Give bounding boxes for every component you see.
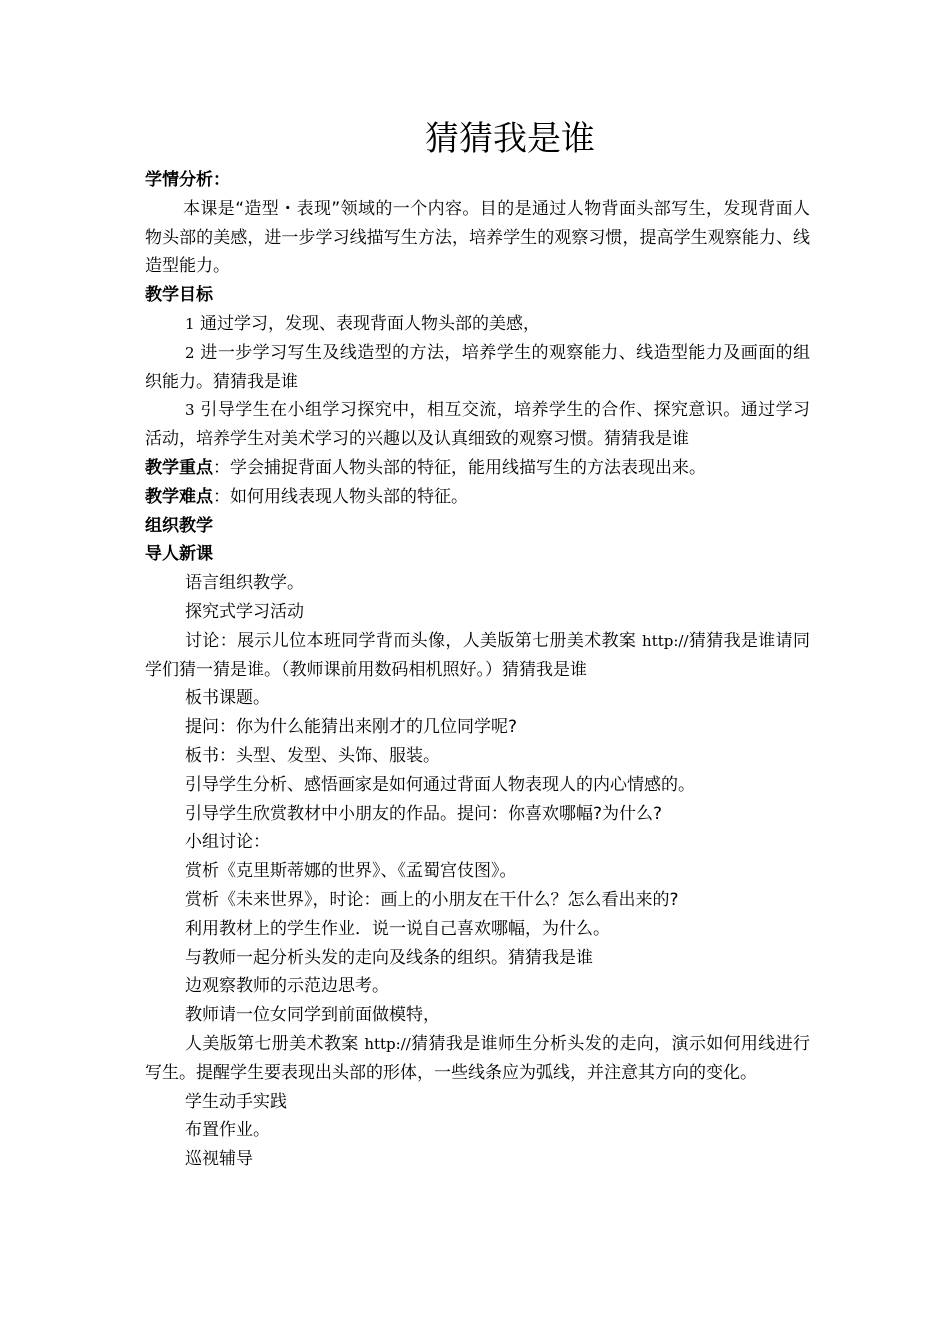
body-line: 小组讨论：: [185, 832, 270, 853]
objective-number: 2: [185, 343, 195, 362]
objective-number: 3: [185, 401, 195, 420]
section-heading-intro: 导人新课: [145, 544, 213, 565]
objective-item: [145, 396, 810, 454]
body-text: 猜猜我是谁请同学们猜一猜是谁。（教师课前用数码相机照好。）猜猜我是谁: [145, 630, 811, 680]
body-line: 利用教材上的学生作业．说一说自己喜欢哪幅，为什么。: [185, 918, 610, 939]
body-line: 巡视辅导: [185, 1149, 253, 1170]
objective-text: 通过学习，发现、表现背面人物头部的美感，: [199, 313, 540, 334]
key-point-label: 教学重点: [145, 457, 213, 478]
body-line: 板书：头型、发型、头饰、服装。: [185, 745, 440, 766]
body-line: 赏析《未来世界》，时论：画上的小朋友在干什么？怎么看出来的?: [185, 889, 679, 910]
section-heading-organize: 组织教学: [145, 515, 213, 536]
body-line: 语言组织教学。: [185, 573, 304, 594]
body-line: [145, 1030, 810, 1088]
body-text: 猜猜我是谁师生分析头发的走向，演示如何用线进行写生。提醒学生要表现出头部的形体，一些线条应为弧线，并注意其方向的变化。: [145, 1033, 811, 1083]
document-body: [145, 166, 810, 1174]
section-heading-objectives: 教学目标: [145, 285, 213, 306]
objective-number: 1: [185, 314, 195, 333]
body-line: 与教师一起分析头发的走向及线条的组织。猜猜我是谁: [185, 947, 593, 968]
objective-text: 引导学生在小组学习探究中，相互交流，培养学生的合作、探究意识。通过学习活动，培养学生对美术学习的兴趣以及认真细致的观察习惯。猜猜我是谁: [145, 400, 811, 450]
url-text: http://: [642, 631, 689, 650]
body-line: 边观察教师的示范边思考。: [185, 976, 389, 997]
objective-text: 进一步学习写生及线造型的方法，培养学生的观察能力、线造型能力及画面的组织能力。猜猜我是谁: [145, 342, 811, 392]
body-text: 讨论：展示儿位本班同学背而头像，人美版第七册美术教案: [185, 630, 637, 651]
difficulty-line: [145, 483, 810, 512]
section-heading-analysis: 学情分析：: [145, 170, 230, 190]
body-line: [145, 627, 810, 685]
body-line: 提问：你为什么能猜出来刚才的几位同学呢?: [185, 717, 518, 738]
body-line: 板书课题。: [185, 688, 270, 709]
difficulty-label: 教学难点: [145, 486, 213, 507]
objective-item: [145, 310, 810, 339]
body-line: 引导学生欣赏教材中小朋友的作品。提问：你喜欢哪幅?为什么?: [185, 803, 663, 824]
body-text: 人美版第七册美术教案: [185, 1033, 359, 1054]
key-point-text: ：学会捕捉背面人物头部的特征，能用线描写生的方法表现出来。: [213, 457, 706, 478]
page-title: 猜猜我是谁: [425, 119, 595, 159]
objective-item: [145, 339, 810, 397]
url-text: http://: [364, 1034, 411, 1053]
body-line: 赏析《克里斯蒂娜的世界》、《孟蜀宫伎图》。: [185, 861, 517, 882]
body-line: 教师请一位女同学到前面做模特，: [185, 1005, 440, 1026]
difficulty-text: ：如何用线表现人物头部的特征。: [213, 486, 468, 507]
key-point-line: [145, 454, 810, 483]
body-line: 探究式学习活动: [185, 601, 304, 622]
body-line: 引导学生分析、感悟画家是如何通过背面人物表现人的内心情感的。: [185, 774, 695, 795]
body-line: 布置作业。: [185, 1120, 270, 1141]
analysis-paragraph: 本课是“造型・表现”领域的一个内容。目的是通过人物背面头部写生，发现背面人物头部的美感，进一步学习线描写生方法，培养学生的观察习惯，提高学生观察能力、线造型能力。: [145, 198, 810, 277]
body-line: 学生动手实践: [185, 1091, 287, 1112]
